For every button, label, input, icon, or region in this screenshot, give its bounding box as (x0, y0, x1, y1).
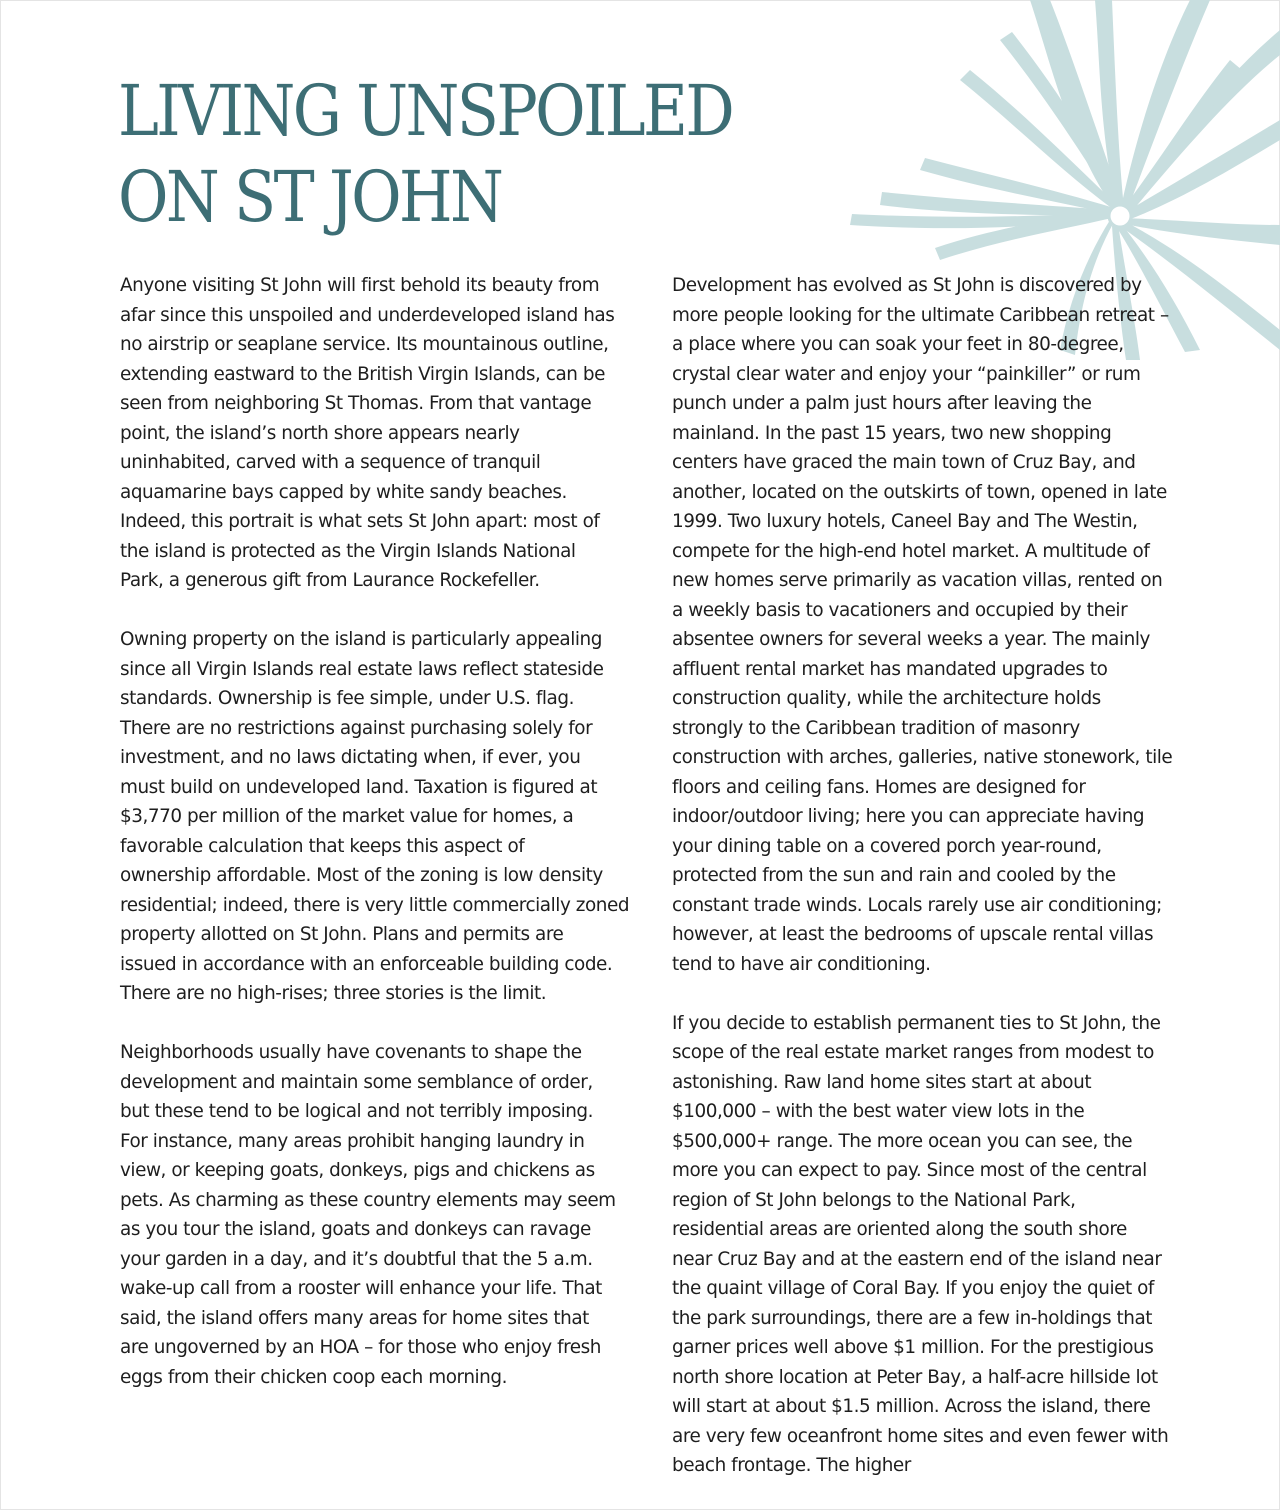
text-line: since all Virgin Islands real estate laws reflect stateside (120, 658, 604, 680)
text-line: extending eastward to the British Virgin Islands, can be (120, 363, 605, 385)
text-line: ownership affordable. Most of the zoning is low density (120, 865, 603, 886)
text-line: no airstrip or seaplane service. Its mountainous outline, (120, 334, 609, 355)
text-line: residential areas are oriented along the south shore (672, 1219, 1127, 1240)
text-line: beach frontage. The higher (672, 1455, 911, 1476)
text-line: Owning property on the island is particularly appealing (120, 629, 602, 650)
text-line: floors and ceiling fans. Homes are designed for (672, 776, 1086, 798)
text-line: Development has evolved as St John is discovered by (672, 275, 1142, 296)
text-line: pets. As charming as these country elements may seem (120, 1189, 616, 1211)
text-line: another, located on the outskirts of town, opened in late (672, 481, 1167, 503)
text-line: Indeed, this portrait is what sets St John apart: most of (120, 511, 600, 532)
text-line: centers have graced the main town of Cruz Bay, and (672, 452, 1136, 473)
text-line: aquamarine bays capped by white sandy beaches. (120, 481, 567, 503)
text-line: eggs from their chicken coop each morning. (120, 1366, 508, 1388)
text-line: a weekly basis to vacationers and occupied by their (672, 599, 1128, 621)
text-line: protected from the sun and rain and cooled by the (672, 865, 1116, 886)
title-line-1: LIVING UNSPOILED (118, 70, 733, 152)
text-line: There are no restrictions against purchasing solely for (120, 717, 593, 739)
left-text-column (120, 271, 630, 1422)
text-line: residential; indeed, there is very little commercially zoned (120, 894, 630, 916)
text-line: are very few oceanfront home sites and even fewer with (672, 1425, 1169, 1447)
page-title (118, 68, 732, 240)
text-line: Neighborhoods usually have covenants to shape the (120, 1042, 582, 1063)
text-line: the island is protected as the Virgin Islands National (120, 540, 576, 562)
text-line: crystal clear water and enjoy your “painkiller” or rum (672, 363, 1141, 385)
text-line: more you can expect to pay. Since most of the central (672, 1160, 1147, 1181)
text-line: scope of the real estate market ranges from modest to (672, 1042, 1154, 1063)
text-line: strongly to the Caribbean tradition of masonry (672, 717, 1080, 739)
text-line: construction with arches, galleries, native stonework, tile (672, 747, 1173, 768)
text-line: seen from neighboring St Thomas. From that vantage (120, 393, 592, 414)
text-line: $100,000 – with the best water view lots in the (672, 1101, 1085, 1122)
text-line: are ungoverned by an HOA – for those who enjoy fresh (120, 1337, 602, 1358)
text-line: view, or keeping goats, donkeys, pigs and chickens as (120, 1160, 595, 1181)
text-line: garner prices well above $1 million. For the prestigious (672, 1337, 1154, 1358)
text-line: punch under a palm just hours after leaving the (672, 393, 1092, 414)
text-line: compete for the high-end hotel market. A multitude of (672, 540, 1150, 562)
body-paragraph (120, 625, 630, 1009)
text-line: constant trade winds. Locals rarely use air conditioning; (672, 894, 1162, 916)
body-paragraph (672, 1009, 1187, 1481)
text-line: affluent rental market has mandated upgrades to (672, 658, 1108, 680)
text-line: a place where you can soak your feet in 80-degree, (672, 334, 1124, 355)
right-text-column (672, 271, 1187, 1510)
text-line: Park, a generous gift from Laurance Rockefeller. (120, 570, 540, 591)
text-line: $500,000+ range. The more ocean you can see, the (672, 1130, 1133, 1152)
text-line: tend to have air conditioning. (672, 953, 931, 975)
text-line: as you tour the island, goats and donkeys can ravage (120, 1219, 591, 1240)
text-line: construction quality, while the architecture holds (672, 688, 1101, 709)
text-line: your garden in a day, and it’s doubtful that the 5 a.m. (120, 1248, 593, 1270)
text-line: the park surroundings, there are a few in-holdings that (672, 1307, 1153, 1329)
text-line: new homes serve primarily as vacation villas, rented on (672, 570, 1163, 591)
text-line: near Cruz Bay and at the eastern end of the island near (672, 1248, 1162, 1270)
text-line: north shore location at Peter Bay, a half-acre hillside lot (672, 1366, 1158, 1388)
text-line: indoor/outdoor living; here you can appreciate having (672, 806, 1145, 827)
text-line: however, at least the bedrooms of upscale rental villas (672, 924, 1154, 945)
text-line: $3,770 per million of the market value for homes, a (120, 806, 574, 827)
text-line: development and maintain some semblance of order, (120, 1071, 593, 1093)
body-paragraph (120, 271, 630, 596)
text-line: wake-up call from a rooster will enhance your life. That (120, 1278, 602, 1299)
title-line-2: ON ST JOHN (118, 156, 502, 238)
text-line: afar since this unspoiled and underdeveloped island has (120, 304, 615, 326)
text-line: investment, and no laws dictating when, if ever, you (120, 747, 581, 768)
text-line: 1999. Two luxury hotels, Caneel Bay and The Westin, (672, 511, 1138, 532)
text-line: must build on undeveloped land. Taxation is figured at (120, 776, 598, 798)
text-line: the quaint village of Coral Bay. If you enjoy the quiet of (672, 1278, 1154, 1299)
text-line: If you decide to establish permanent ties to St John, the (672, 1012, 1161, 1034)
text-line: your dining table on a covered porch year-round, (672, 835, 1102, 857)
text-line: astonishing. Raw land home sites start at about (672, 1071, 1092, 1093)
text-line: will start at about $1.5 million. Across the island, there (672, 1396, 1151, 1417)
body-paragraph (120, 1038, 630, 1392)
text-line: There are no high-rises; three stories is the limit. (120, 983, 547, 1004)
text-line: Anyone visiting St John will first behold its beauty from (120, 275, 600, 296)
text-line: absentee owners for several weeks a year. The mainly (672, 629, 1150, 650)
body-paragraph (672, 271, 1187, 979)
text-line: issued in accordance with an enforceable building code. (120, 953, 613, 975)
text-line: uninhabited, carved with a sequence of tranquil (120, 452, 541, 473)
text-line: mainland. In the past 15 years, two new shopping (672, 422, 1112, 444)
text-line: For instance, many areas prohibit hanging laundry in (120, 1130, 585, 1152)
text-line: standards. Ownership is fee simple, under U.S. flag. (120, 688, 574, 709)
text-line: said, the island offers many areas for home sites that (120, 1307, 589, 1329)
text-line: more people looking for the ultimate Caribbean retreat – (672, 304, 1169, 326)
text-line: favorable calculation that keeps this aspect of (120, 835, 525, 857)
text-line: property allotted on St John. Plans and permits are (120, 924, 564, 945)
text-line: but these tend to be logical and not terribly imposing. (120, 1101, 594, 1122)
text-line: point, the island’s north shore appears nearly (120, 422, 520, 444)
text-line: region of St John belongs to the National Park, (672, 1189, 1076, 1211)
